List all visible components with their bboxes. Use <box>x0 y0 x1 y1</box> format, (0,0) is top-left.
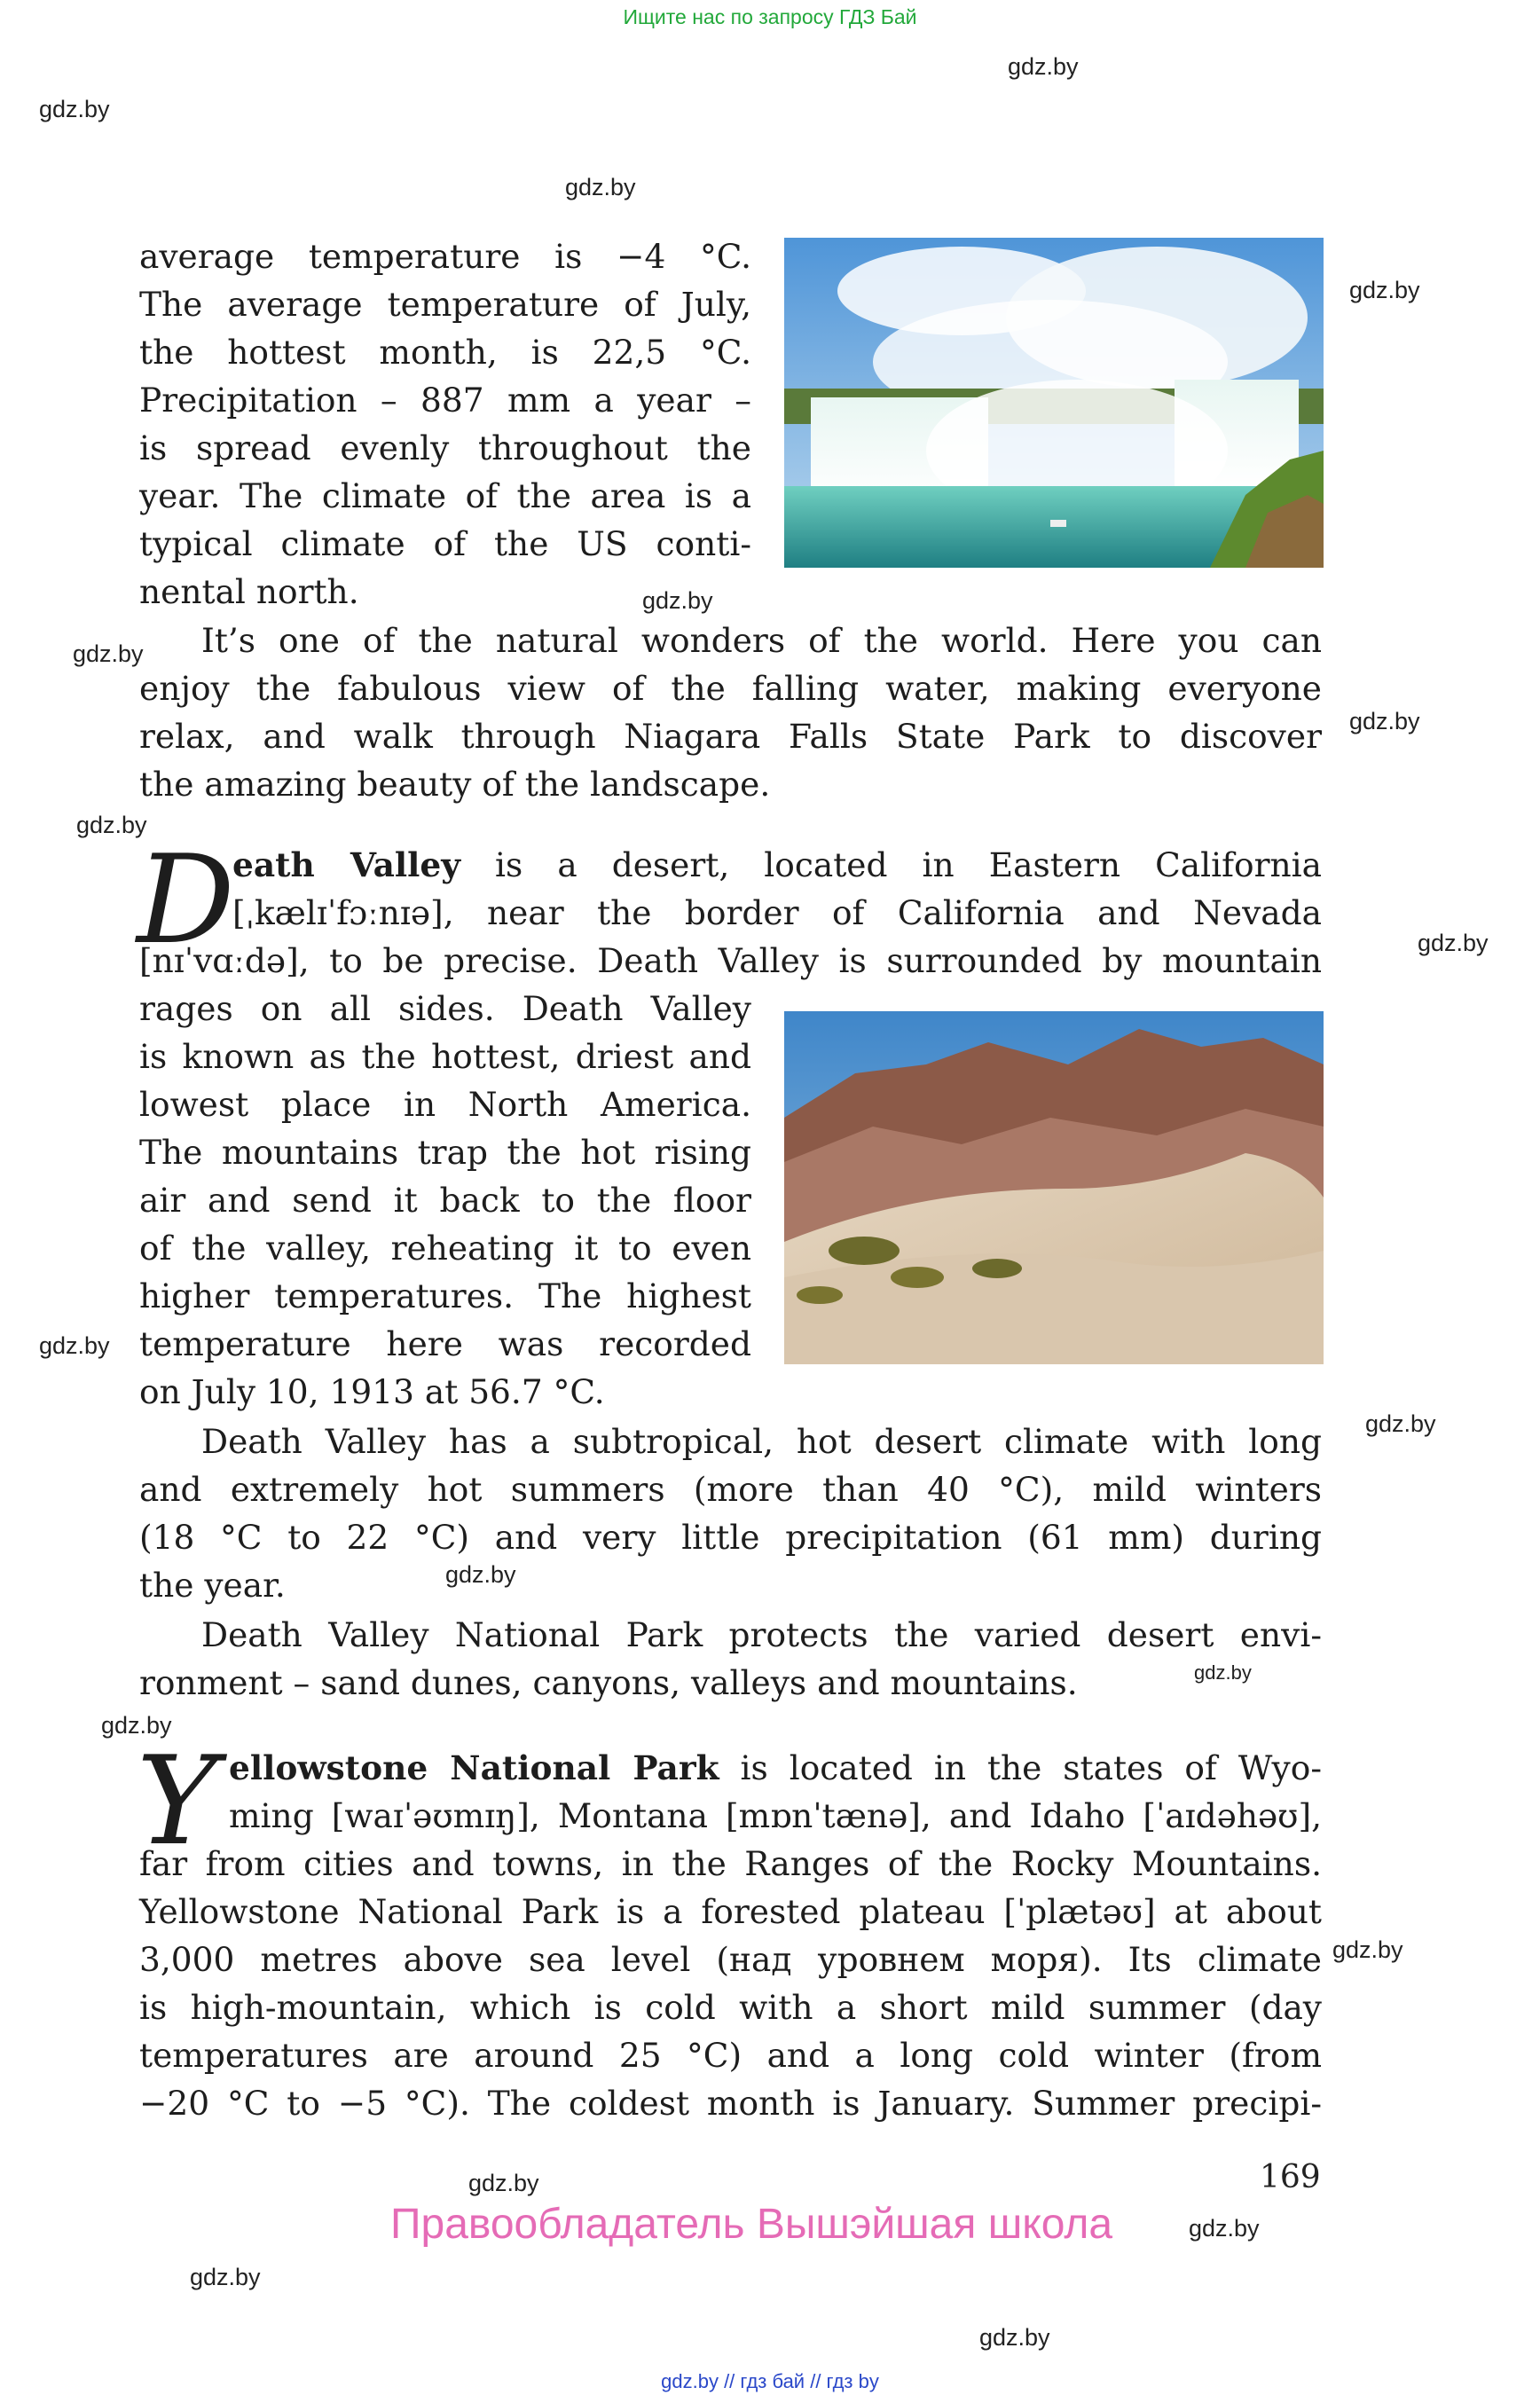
death-valley-text-line: [nɪˈvɑːdə], to be precise. Death Valley is surrounded by mountain <box>139 941 1322 980</box>
death-valley-paragraph-line: Death Valley has a subtropical, hot desert climate with long <box>201 1422 1322 1461</box>
death-valley-paragraph-line: Death Valley National Park protects the varied desert envi- <box>201 1615 1322 1654</box>
yellowstone-text-line: far from cities and towns, in the Ranges of the Rocky Mountains. <box>139 1844 1322 1883</box>
niagara-text-line: the hottest month, is 22,5 °C. <box>139 333 751 372</box>
death-valley-photo <box>784 1011 1324 1364</box>
death-valley-narrow-line: rages on all sides. Death Valley <box>139 989 751 1028</box>
death-valley-narrow-line: higher temperatures. The highest <box>139 1276 751 1315</box>
watermark: gdz.by <box>565 174 636 200</box>
death-valley-narrow-line: is known as the hottest, driest and <box>139 1037 751 1076</box>
watermark: gdz.by <box>1008 53 1079 80</box>
death-valley-image <box>784 1011 1324 1364</box>
niagara-falls-photo <box>784 238 1324 568</box>
watermark: gdz.by <box>190 2264 261 2290</box>
niagara-paragraph-line: enjoy the fabulous view of the falling water, making everyone <box>139 669 1322 708</box>
watermark: gdz.by <box>445 1561 516 1588</box>
death-valley-paragraph-line: and extremely hot summers (more than 40 °C), mild winters <box>139 1470 1322 1509</box>
niagara-text-line: Precipitation – 887 mm a year – <box>139 381 751 420</box>
watermark: gdz.by <box>642 587 713 614</box>
yellowstone-text-line: −20 °C to −5 °C). The coldest month is January. Summer precipi- <box>139 2084 1322 2123</box>
copyright-notice: Правообладатель Вышэйшая школа <box>390 2201 1113 2248</box>
yellowstone-text-line: 3,000 metres above sea level (над уровнем моря). Its climate <box>139 1940 1322 1979</box>
watermark: gdz.by <box>1332 1936 1403 1963</box>
niagara-paragraph-line: It’s one of the natural wonders of the world. Here you can <box>201 621 1322 660</box>
niagara-text-line: The average temperature of July, <box>139 285 751 324</box>
death-valley-text-line: [ˌkælɪˈfɔːnɪə], near the border of California and Nevada <box>232 893 1322 932</box>
niagara-text-line: typical climate of the US conti- <box>139 524 751 563</box>
watermark: gdz.by <box>73 640 144 667</box>
niagara-text-line: year. The climate of the area is a <box>139 476 751 515</box>
watermark: gdz.by <box>1194 1661 1252 1684</box>
niagara-text-line: is spread evenly throughout the <box>139 428 751 467</box>
niagara-falls-image <box>784 238 1324 568</box>
yellowstone-text-line: temperatures are around 25 °C) and a long cold winter (from <box>139 2036 1322 2075</box>
niagara-text-line: nental north. <box>139 572 359 611</box>
page-number: 169 <box>1260 2159 1321 2195</box>
yellowstone-text-line: ming [waɪˈəʊmɪŋ], Montana [mɒnˈtænə], and Idaho [ˈaɪdəhəʊ], <box>229 1796 1322 1835</box>
niagara-paragraph-line: relax, and walk through Niagara Falls State Park to discover <box>139 717 1322 756</box>
death-valley-paragraph-line: (18 °C to 22 °C) and very little precipitation (61 mm) during <box>139 1518 1322 1557</box>
death-valley-heading-line <box>232 841 1322 889</box>
death-valley-narrow-line: air and send it back to the floor <box>139 1181 751 1220</box>
watermark: gdz.by <box>1365 1410 1436 1437</box>
death-valley-narrow-line: The mountains trap the hot rising <box>139 1133 751 1172</box>
death-valley-paragraph-line: the year. <box>139 1566 286 1605</box>
niagara-text-line: average temperature is −4 °C. <box>139 237 751 276</box>
death-valley-narrow-line: temperature here was recorded <box>139 1324 751 1363</box>
yellowstone-title: ellowstone National Park <box>229 1748 719 1787</box>
death-valley-narrow-line: lowest place in North America. <box>139 1085 751 1124</box>
niagara-paragraph-line: the amazing beauty of the landscape. <box>139 765 771 804</box>
death-valley-dropcap: D <box>137 828 235 971</box>
watermark: gdz.by <box>76 812 147 838</box>
death-valley-title: eath Valley <box>232 845 461 884</box>
watermark: gdz.by <box>1418 930 1489 956</box>
watermark: gdz.by <box>101 1712 172 1739</box>
watermark: gdz.by <box>468 2170 539 2196</box>
watermark: gdz.by <box>39 96 110 122</box>
watermark: gdz.by <box>979 2324 1050 2351</box>
search-hint: Ищите нас по запросу ГДЗ Бай <box>623 5 917 28</box>
death-valley-intro: is a desert, located in Eastern California <box>460 845 1323 884</box>
death-valley-narrow-line: of the valley, reheating it to even <box>139 1229 751 1268</box>
watermark: gdz.by <box>1349 277 1420 303</box>
yellowstone-dropcap: Y <box>137 1730 218 1873</box>
watermark: gdz.by <box>39 1332 110 1359</box>
watermark: gdz.by <box>1349 708 1420 734</box>
yellowstone-text-line: Yellowstone National Park is a forested plateau [ˈplætəʊ] at about <box>139 1892 1322 1931</box>
watermark: gdz.by <box>1189 2215 1260 2242</box>
yellowstone-intro: is located in the states of Wyo- <box>719 1748 1322 1787</box>
yellowstone-heading-line <box>229 1744 1322 1792</box>
death-valley-narrow-line: on July 10, 1913 at 56.7 °C. <box>139 1372 605 1411</box>
footer-links[interactable]: gdz.by // гдз бай // гдз by <box>661 2370 879 2392</box>
yellowstone-text-line: is high-mountain, which is cold with a short mild summer (day <box>139 1988 1322 2027</box>
death-valley-paragraph-line: ronment – sand dunes, canyons, valleys and mountains. <box>139 1663 1078 1702</box>
